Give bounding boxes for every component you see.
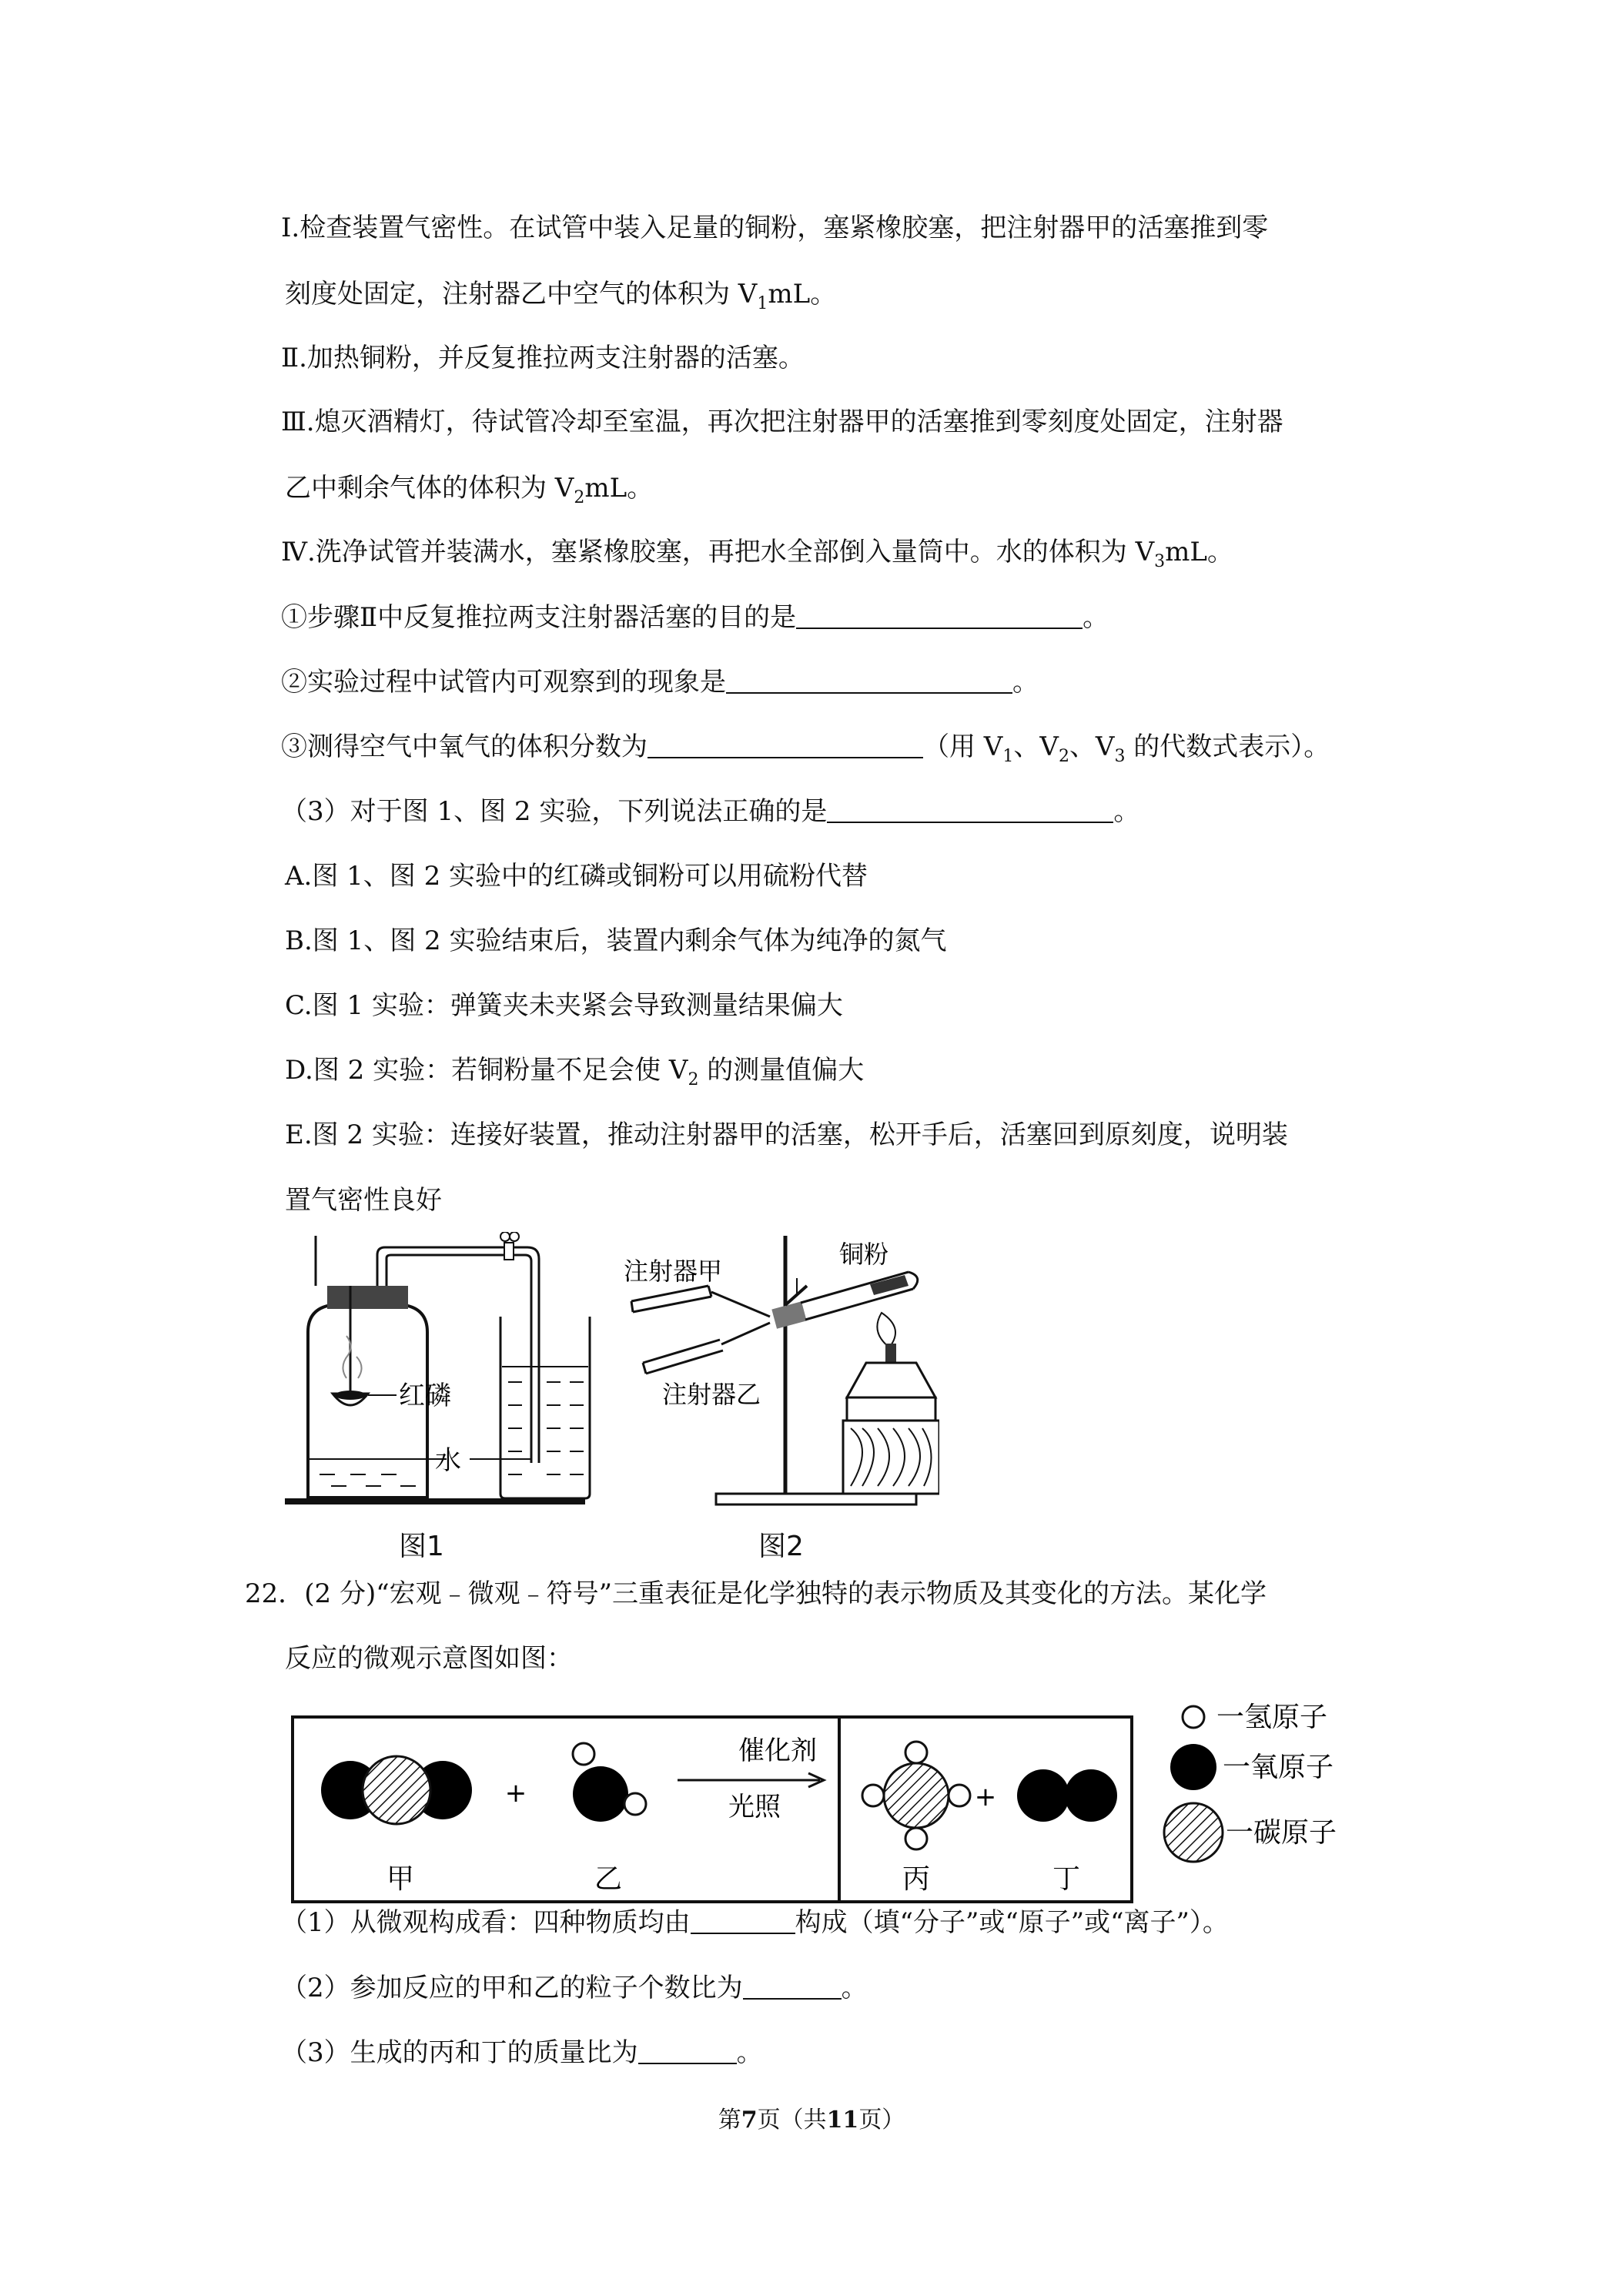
subq2-line [281,667,1039,698]
connecting-tube [377,1247,516,1286]
syringe-a-label: 注射器甲 [624,1257,723,1286]
v3-subscript: 3 [1114,746,1126,766]
flame [877,1313,895,1347]
step3-line-a: Ⅲ.熄灭酒精灯，待试管冷却至室温，再次把注射器甲的活塞推到零刻度处固定，注射器 [281,407,1283,437]
v2-subscript: 2 [1058,746,1069,766]
answer-blank[interactable] [638,2040,737,2064]
alcohol-lamp [847,1363,935,1397]
label-bing: 丙 [902,1863,931,1895]
subq1-end: 。 [1083,602,1109,633]
page-footer [0,2100,1623,2134]
q22-intro-b: 反应的微观示意图如图： [285,1643,573,1674]
total-pages: 11 [826,2107,859,2134]
v2-subscript: 2 [574,487,585,507]
carbon-atom [884,1763,949,1828]
hydrogen-atom [905,1828,927,1849]
option-e-a: E.图 2 实验：连接好装置，推动注射器甲的活塞，松开手后，活塞回到原刻度，说明装 [285,1120,1288,1150]
water-label: 水 [435,1445,461,1476]
syringe-b-label: 注射器乙 [662,1380,761,1409]
copper-label: 铜粉 [839,1240,889,1269]
v2-subscript: 2 [688,1069,699,1089]
q22-part1-end: 构成（填“分子”或“原子”或“离子”）。 [795,1907,1229,1938]
subq3-hint: 、V [1013,731,1059,762]
part3-line [281,796,1139,827]
stand-base [716,1494,916,1504]
q22-part1-text: （1）从微观构成看：四种物质均由 [281,1907,691,1938]
carbon-atom [363,1756,430,1824]
figure-1-caption: 图1 [399,1531,444,1562]
figure-2-caption: 图2 [758,1531,804,1562]
step3-text: 乙中剩余气体的体积为 V [285,473,574,504]
legend-oxygen: 一氧原子 [1223,1752,1334,1783]
step1-line-a: Ⅰ.检查装置气密性。在试管中装入足量的铜粉，塞紧橡胶塞，把注射器甲的活塞推到零 [281,213,1269,243]
subq2-end: 。 [1012,667,1039,698]
step3-line-b [285,473,653,514]
red-phosphorus [335,1391,366,1400]
oxygen-atom [573,1766,628,1822]
subq1-text: ①步骤Ⅱ中反复推拉两支注射器活塞的目的是 [281,602,797,633]
label-ding: 丁 [1052,1863,1081,1895]
subq2-text: ②实验过程中试管内可观察到的现象是 [281,667,726,698]
syringe-a [631,1286,770,1317]
spring-clamp [504,1243,514,1260]
subq3-line [281,731,1330,772]
q22-part2-text: （2）参加反应的甲和乙的粒子个数比为 [281,1973,743,2003]
smoke [356,1357,362,1378]
subq3-hint-end: 的代数式表示）。 [1125,731,1330,762]
subq3-hint: （用 V [923,731,1003,762]
hydrogen-atom [905,1742,927,1763]
step1-text: 刻度处固定，注射器乙中空气的体积为 V [285,279,758,310]
phosphorus-label: 红磷 [399,1381,451,1411]
footer-text: 页） [858,2107,905,2134]
catalyst-label: 催化剂 [738,1735,817,1766]
q22-part3-text: （3）生成的丙和丁的质量比为 [281,2037,638,2068]
light-label: 光照 [728,1792,781,1822]
page-number: 7 [741,2107,758,2134]
answer-blank[interactable] [726,669,1012,694]
stopper [327,1286,408,1309]
part3-text: （3）对于图 1、图 2 实验，下列说法正确的是 [281,796,828,827]
q22-part2 [281,1973,868,2003]
option-d-text: D.图 2 实验：若铜粉量不足会使 V [285,1055,688,1086]
hydrogen-atom [862,1785,884,1806]
subq1-line [281,602,1109,633]
legend-carbon: 一碳原子 [1226,1817,1337,1849]
subq3-hint: 、V [1069,731,1115,762]
subq3-text: ③测得空气中氧气的体积分数为 [281,731,648,762]
step4-text: Ⅳ.洗净试管并装满水，塞紧橡胶塞，再把水全部倒入量筒中。水的体积为 V [281,537,1155,567]
answer-blank[interactable] [827,798,1113,823]
footer-text: 页（共 [757,2107,827,2134]
reaction-diagram [285,1694,1401,1909]
figure-2 [616,1232,939,1555]
option-d [285,1055,864,1096]
q22-intro-a: 22．(2 分)“宏观﹣微观﹣符号”三重表征是化学独特的表示物质及其变化的方法。某化学 [245,1578,1267,1609]
part3-end: 。 [1113,796,1140,827]
legend-carbon-icon [1164,1803,1223,1862]
option-e-b: 置气密性良好 [285,1185,442,1216]
step3-unit: mL。 [584,473,654,504]
label-yi: 乙 [594,1863,623,1895]
label-jia: 甲 [386,1863,415,1895]
hydrogen-atom [624,1793,646,1815]
legend-hydrogen-icon [1183,1706,1204,1728]
answer-blank[interactable] [648,734,923,758]
option-b: B.图 1、图 2 实验结束后，装置内剩余气体为纯净的氮气 [285,925,947,956]
option-a: A.图 1、图 2 实验中的红磷或铜粉可以用硫粉代替 [285,861,868,892]
oxygen-atom [1017,1769,1069,1822]
step1-unit: mL。 [768,279,837,310]
v1-subscript: 1 [1002,746,1014,766]
legend-hydrogen: 一氢原子 [1216,1702,1328,1733]
q22-part1 [281,1907,1229,1938]
q22-part3-end: 。 [736,2037,763,2068]
step2-line: Ⅱ.加热铜粉，并反复推拉两支注射器的活塞。 [281,343,805,373]
step4-line [281,537,1233,577]
footer-text: 第 [718,2107,741,2134]
option-c: C.图 1 实验：弹簧夹未夹紧会导致测量结果偏大 [285,990,843,1021]
step4-unit: mL。 [1165,537,1233,567]
plus-sign: + [504,1778,527,1809]
beaker-water-dashes [508,1382,584,1474]
water-dashes [320,1474,416,1486]
lamp-wick [885,1344,896,1362]
q22-part2-end: 。 [841,1973,868,2003]
oxygen-atom [1065,1769,1117,1822]
step1-line-b [285,279,836,320]
figure-1 [277,1232,601,1555]
v1-subscript: 1 [757,293,768,313]
plus-sign: + [974,1782,997,1812]
test-tube [771,1272,917,1329]
v3-subscript: 3 [1154,551,1166,571]
legend-oxygen-icon [1170,1744,1216,1790]
q22-part3 [281,2037,763,2068]
answer-blank[interactable] [743,1975,842,2000]
beaker [500,1317,590,1498]
answer-blank[interactable] [796,604,1083,629]
syringe-b [643,1323,770,1374]
answer-blank[interactable] [691,1909,795,1934]
hydrogen-atom [949,1785,970,1806]
hydrogen-atom [573,1743,594,1765]
option-d-end: 的测量值偏大 [698,1055,865,1086]
